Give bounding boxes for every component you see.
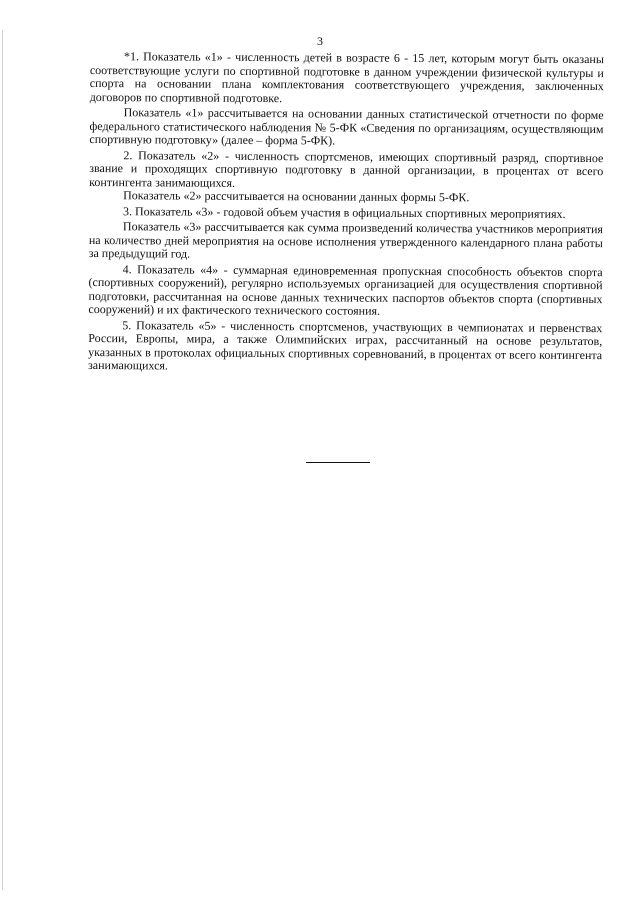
closing-separator-line <box>306 462 370 463</box>
page-number: 3 <box>317 34 323 48</box>
scan-edge-shadow <box>2 30 3 890</box>
paragraph-indicator-2: 2. Показатель «2» - численность спортсменов, имеющих спортивный разряд, спортивное звание и проходящих спортивную подготовку в данной организации, в процентах от всего контингента занимающихся. <box>89 147 604 190</box>
paragraph-indicator-5: 5. Показатель «5» - численность спортсменов, участвующих в чемпионатах и первенствах России, Европы, мира, а также Олимпийских играх, рассчитанный на основе результатов, указанных в протоколах официальных спортивных соревнований, в процентах от всего контингента занимающихся. <box>88 317 603 373</box>
paragraph-indicator-3-calculation: Показатель «3» рассчитывается как сумма произведений количества участников мероприятия на количество дней мероприятия на основе исполнения утвержденного календарного плана работы за предыдущий год. <box>88 219 603 261</box>
document-body <box>88 50 604 376</box>
paragraph-indicator-1: *1. Показатель «1» - численность детей в возрасте 6 - 15 лет, которым могут быть оказаны соответствующие услуги по спортивной подготовке в данном учреждении физической культуры и спорта на основании плана комплектования соответствующего учреждения, заключенных договоров по спортивной подготовке. <box>89 49 604 105</box>
paragraph-indicator-1-calculation: Показатель «1» рассчитывается на основании данных статистической отчетности по форме федерального статистического наблюдения № 5-ФК «Сведения по организациям, осуществляющим спортивную подготовку» (далее – форма 5-ФК). <box>89 105 604 148</box>
paragraph-indicator-3: 3. Показатель «3» - годовой объем участия в официальных спортивных мероприятиях. <box>122 203 566 221</box>
paragraph-indicator-4: 4. Показатель «4» - суммарная единовременная пропускная способность объектов спорта (спортивных сооружений), регулярно используемых организацией для осуществления спортивной подготовки, рассчитанная на основе данных технических паспортов объектов спорта (спортивных сооружений) и их фактического технического состояния. <box>88 261 603 318</box>
paragraph-indicator-2-calculation: Показатель «2» рассчитывается на основании данных формы 5-ФК. <box>123 188 470 205</box>
